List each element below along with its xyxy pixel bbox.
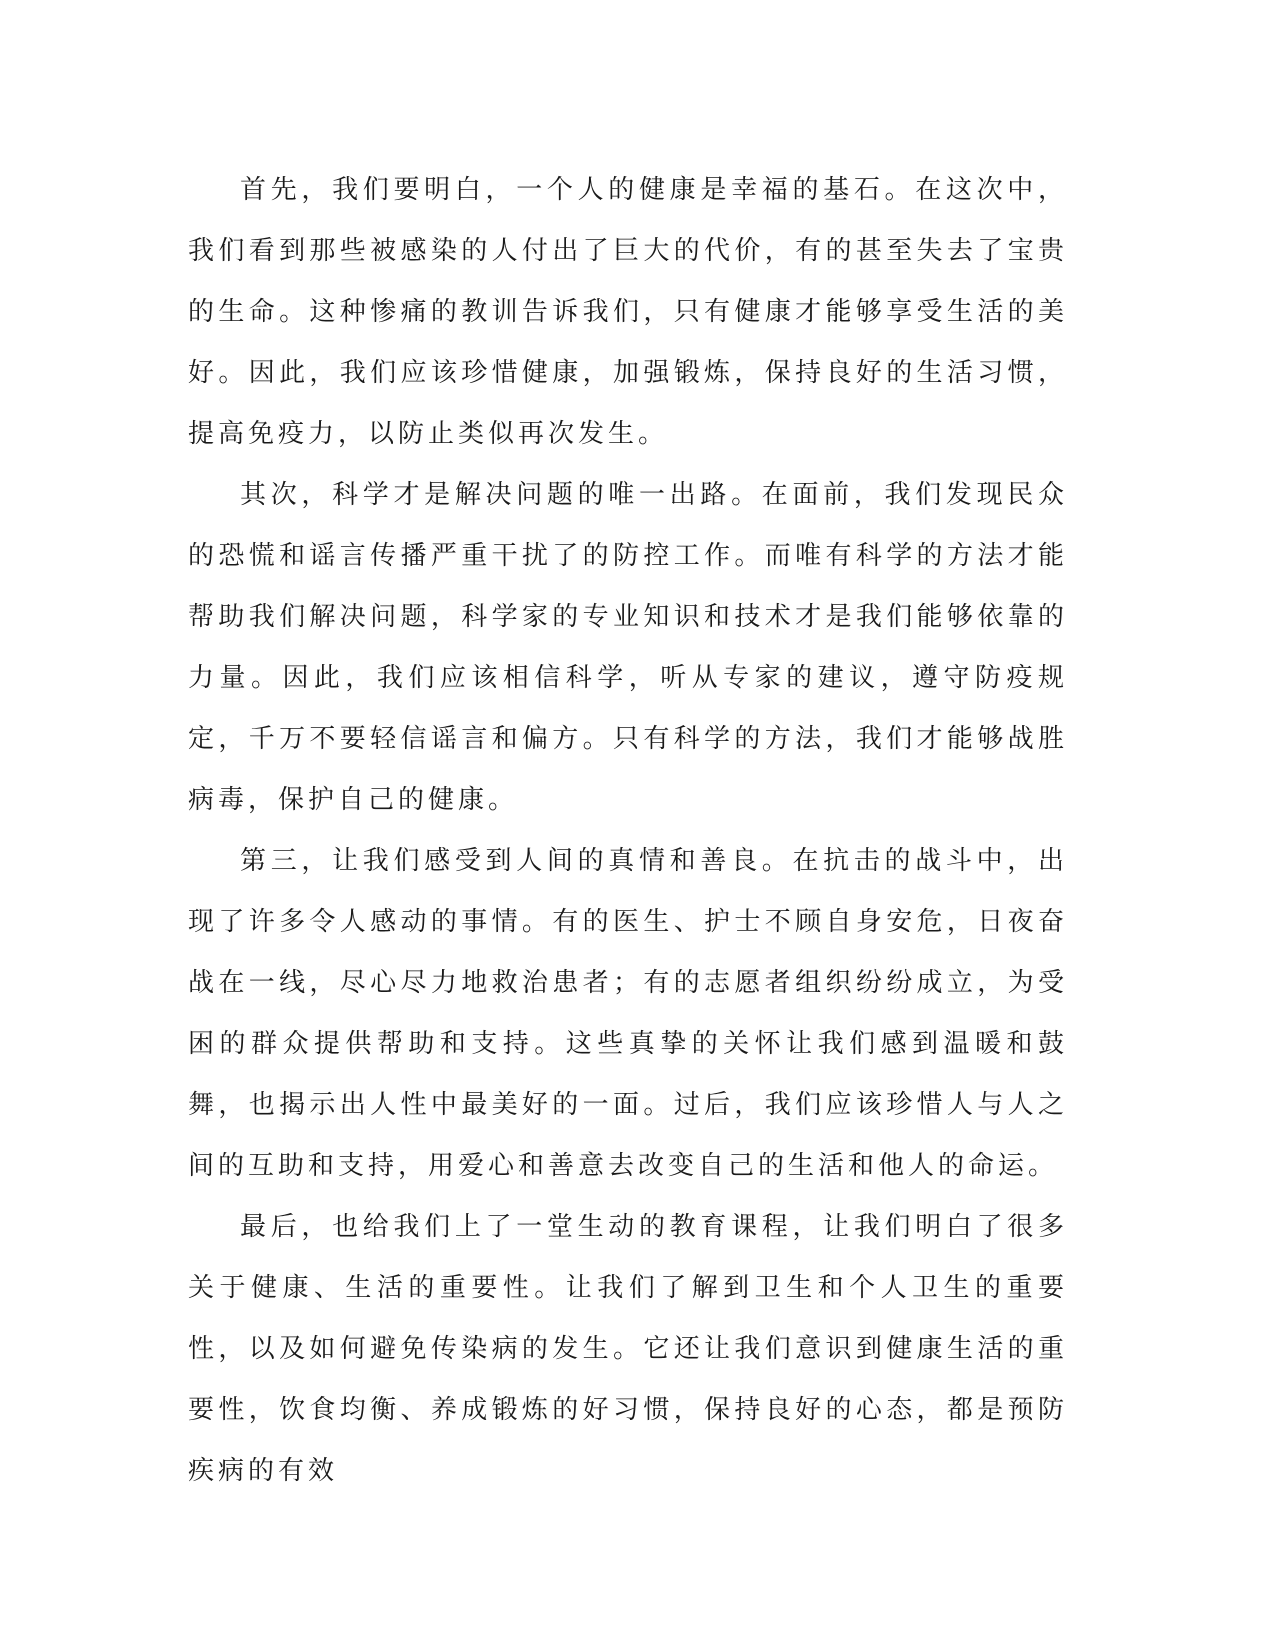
paragraph-education: 最后，也给我们上了一堂生动的教育课程，让我们明白了很多关于健康、生活的重要性。让我们了解到卫生和个人卫生的重要性，以及如何避免传染病的发生。它还让我们意识到健康生活的重要性，饮食均衡、养成锻炼的好习惯，保持良好的心态，都是预防疾病的有效 [188, 1212, 1068, 1486]
paragraph-kindness: 第三，让我们感受到人间的真情和善良。在抗击的战斗中，出现了许多令人感动的事情。有的医生、护士不顾自身安危，日夜奋战在一线，尽心尽力地救治患者；有的志愿者组织纷纷成立，为受困的群众提供帮助和支持。这些真挚的关怀让我们感到温暖和鼓舞，也揭示出人性中最美好的一面。过后，我们应该珍惜人与人之间的互助和支持，用爱心和善意去改变自己的生活和他人的命运。 [188, 846, 1068, 1181]
paragraph-science: 其次，科学才是解决问题的唯一出路。在面前，我们发现民众的恐慌和谣言传播严重干扰了的防控工作。而唯有科学的方法才能帮助我们解决问题，科学家的专业知识和技术才是我们能够依靠的力量。因此，我们应该相信科学，听从专家的建议，遵守防疫规定，千万不要轻信谣言和偏方。只有科学的方法，我们才能够战胜病毒，保护自己的健康。 [188, 480, 1068, 815]
document-body [188, 160, 1068, 1502]
paragraph-health: 首先，我们要明白，一个人的健康是幸福的基石。在这次中，我们看到那些被感染的人付出了巨大的代价，有的甚至失去了宝贵的生命。这种惨痛的教训告诉我们，只有健康才能够享受生活的美好。因此，我们应该珍惜健康，加强锻炼，保持良好的生活习惯，提高免疫力，以防止类似再次发生。 [188, 175, 1068, 449]
